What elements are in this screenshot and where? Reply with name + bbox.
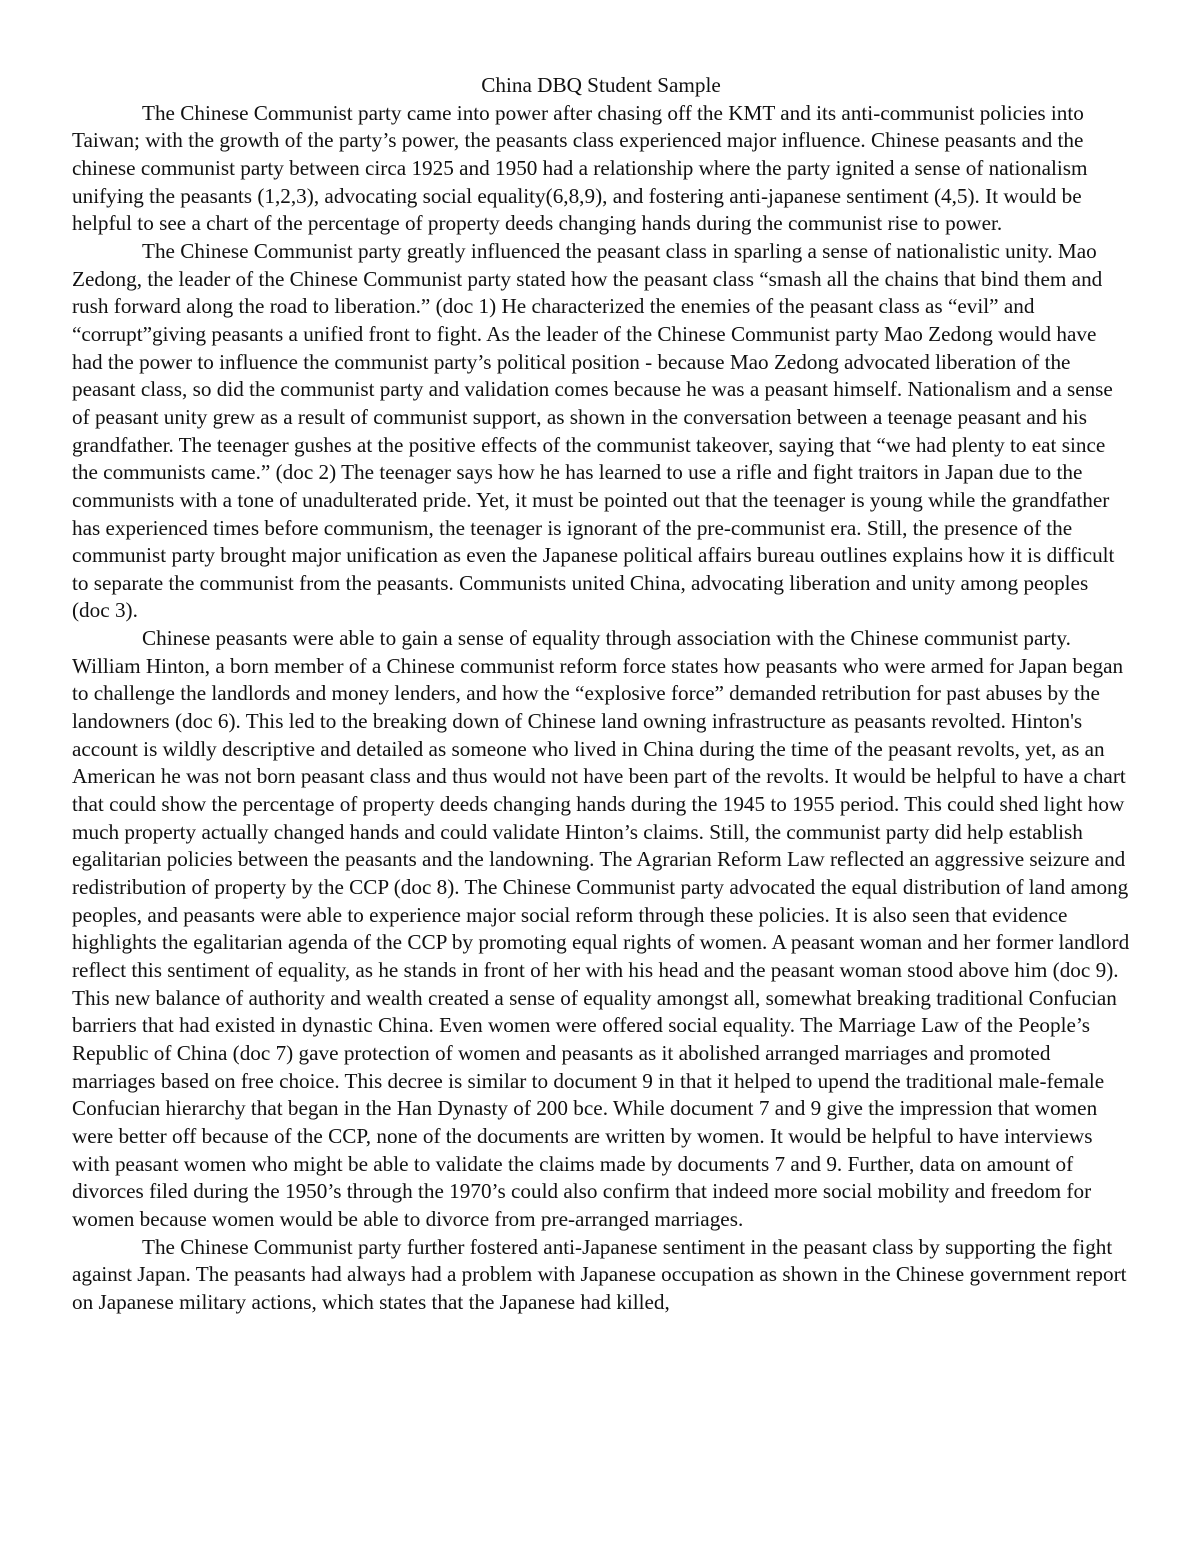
paragraph-equality: Chinese peasants were able to gain a sense of equality through association with the Chinese communist party. William Hinton, a born member of a Chinese communist reform force states how peasants who were armed for Japan began to challenge the landlords and money lenders, and how the “explosive force” demanded retribution for past abuses by the landowners (doc 6). This led to the breaking down of Chinese land owning infrastructure as peasants revolted. Hinton's account is wildly descriptive and detailed as someone who lived in China during the time of the peasant revolts, yet, as an American he was not born peasant class and thus would not have been part of the revolts. It would be helpful to have a chart that could show the percentage of property deeds changing hands during the 1945 to 1955 period. This could shed light how much property actually changed hands and could validate Hinton’s claims. Still, the communist party did help establish egalitarian policies between the peasants and the landowning. The Agrarian Reform Law reflected an aggressive seizure and redistribution of property by the CCP (doc 8). The Chinese Communist party advocated the equal distribution of land among peoples, and peasants were able to experience major social reform through these policies. It is also seen that evidence highlights the egalitarian agenda of the CCP by promoting equal rights of women. A peasant woman and her former landlord reflect this sentiment of equality, as he stands in front of her with his head and the peasant woman stood above him (doc 9). This new balance of authority and wealth created a sense of equality amongst all, somewhat breaking traditional Confucian barriers that had existed in dynastic China. Even women were offered social equality. The Marriage Law of the People’s Republic of China (doc 7) gave protection of women and peasants as it abolished arranged marriages and promoted marriages based on free choice. This decree is similar to document 9 in that it helped to upend the traditional male-female Confucian hierarchy that began in the Han Dynasty of 200 bce. While document 7 and 9 give the impression that women were better off because of the CCP, none of the documents are written by women. It would be helpful to have interviews with peasant women who might be able to validate the claims made by documents 7 and 9. Further, data on amount of divorces filed during the 1950’s through the 1970’s could also confirm that indeed more social mobility and freedom for women because women would be able to divorce from pre-arranged marriages.: [72, 626, 1130, 1231]
paragraph-nationalism: The Chinese Communist party greatly influenced the peasant class in sparling a sense of nationalistic unity. Mao Zedong, the leader of the Chinese Communist party stated how the peasant class “smash all the chains that bind them and rush forward along the road to liberation.” (doc 1) He characterized the enemies of the peasant class as “evil” and “corrupt”giving peasants a unified front to fight. As the leader of the Chinese Communist party Mao Zedong would have had the power to influence the communist party’s political position - because Mao Zedong advocated liberation of the peasant class, so did the communist party and validation comes because he was a peasant himself. Nationalism and a sense of peasant unity grew as a result of communist support, as shown in the conversation between a teenage peasant and his grandfather. The teenager gushes at the positive effects of the communist takeover, saying that “we had plenty to eat since the communists came.” (doc 2) The teenager says how he has learned to use a rifle and fight traitors in Japan due to the communists with a tone of unadulterated pride. Yet, it must be pointed out that the teenager is young while the grandfather has experienced times before communism, the teenager is ignorant of the pre-communist era. Still, the presence of the communist party brought major unification as even the Japanese political affairs bureau outlines explains how it is difficult to separate the communist from the peasants. Communists united China, advocating liberation and unity among peoples (doc 3).: [72, 238, 1115, 623]
paragraph-introduction: The Chinese Communist party came into power after chasing off the KMT and its anti-communist policies into Taiwan; with the growth of the party’s power, the peasants class experienced major influence. Chinese peasants and the chinese communist party between circa 1925 and 1950 had a relationship where the party ignited a sense of nationalism unifying the peasants (1,2,3), advocating social equality(6,8,9), and fostering anti-japanese sentiment (4,5). It would be helpful to see a chart of the percentage of property deeds changing hands during the communist rise to power.: [72, 100, 1088, 236]
document-title: China DBQ Student Sample: [481, 73, 721, 97]
document-page: [72, 72, 1130, 1317]
paragraph-anti-japanese: The Chinese Communist party further fostered anti-Japanese sentiment in the peasant class by supporting the fight against Japan. The peasants had always had a problem with Japanese occupation as shown in the Chinese government report on Japanese military actions, which states that the Japanese had killed,: [72, 1234, 1127, 1314]
